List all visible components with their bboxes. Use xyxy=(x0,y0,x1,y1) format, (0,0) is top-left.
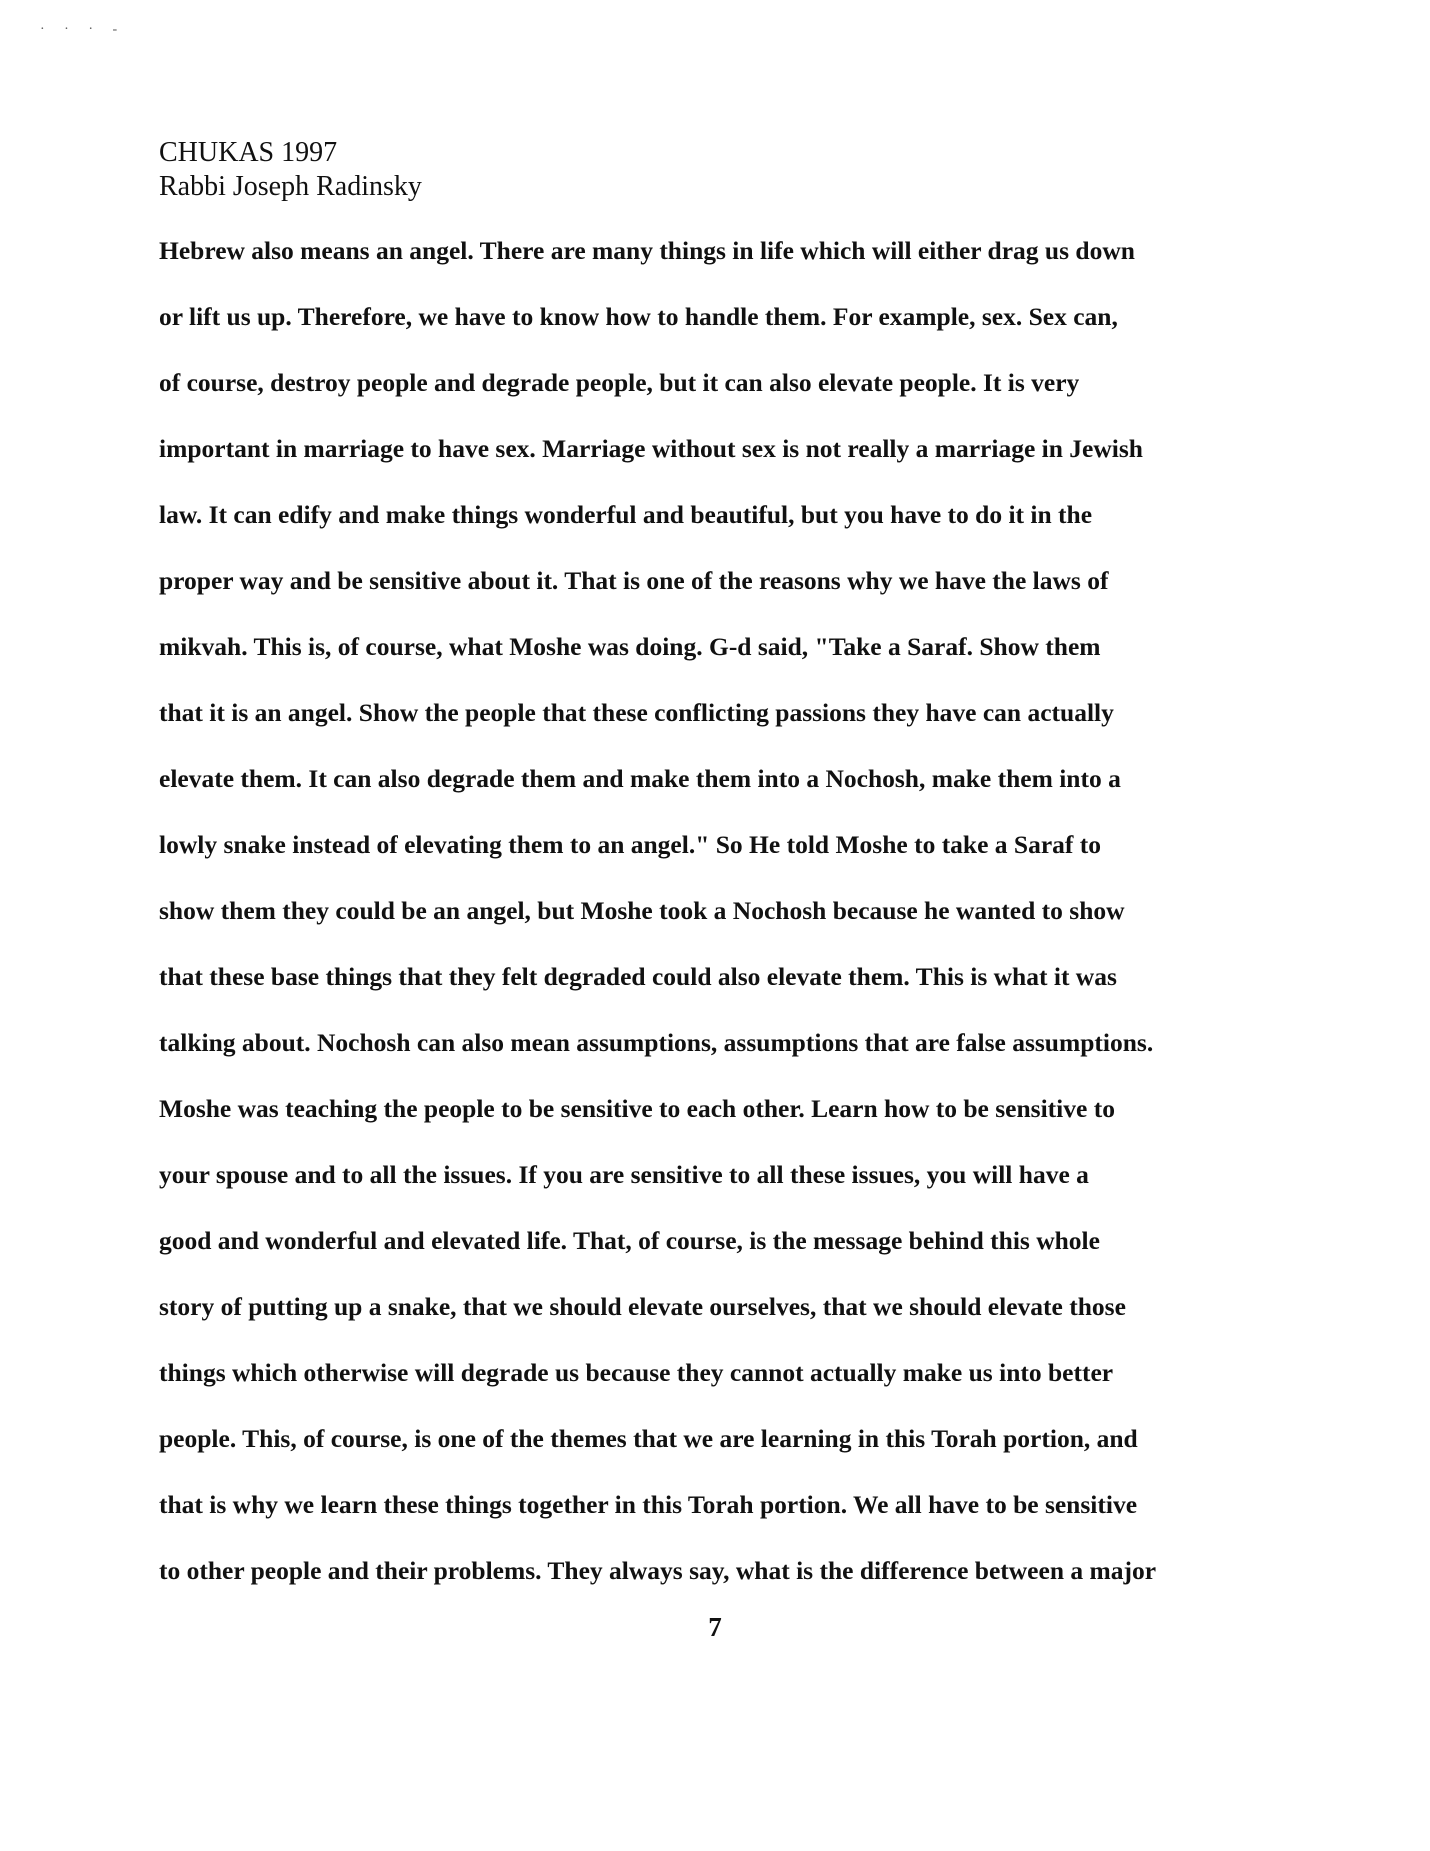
text-line: lowly snake instead of elevating them to an angel." So He told Moshe to take a Saraf to xyxy=(159,830,1102,859)
text-line: important in marriage to have sex. Marriage without sex is not really a marriage in Jewish xyxy=(159,434,1143,463)
text-line: to other people and their problems. They always say, what is the difference between a major xyxy=(159,1556,1157,1585)
text-line: law. It can edify and make things wonderful and beautiful, but you have to do it in the xyxy=(159,500,1093,529)
text-line: story of putting up a snake, that we should elevate ourselves, that we should elevate those xyxy=(159,1292,1126,1321)
text-line: proper way and be sensitive about it. That is one of the reasons why we have the laws of xyxy=(159,566,1109,595)
text-line: good and wonderful and elevated life. That, of course, is the message behind this whole xyxy=(159,1226,1100,1255)
text-line: show them they could be an angel, but Moshe took a Nochosh because he wanted to show xyxy=(159,896,1125,925)
scan-artifact-marks: · · · - xyxy=(40,22,126,37)
text-line: Hebrew also means an angel. There are many things in life which will either drag us down xyxy=(159,236,1135,265)
text-line: elevate them. It can also degrade them and make them into a Nochosh, make them into a xyxy=(159,764,1121,793)
body-text xyxy=(159,231,1269,1617)
text-line: Moshe was teaching the people to be sensitive to each other. Learn how to be sensitive to xyxy=(159,1094,1115,1123)
document-author: Rabbi Joseph Radinsky xyxy=(159,171,422,202)
text-line: things which otherwise will degrade us because they cannot actually make us into better xyxy=(159,1358,1114,1387)
text-line: people. This, of course, is one of the themes that we are learning in this Torah portion, and xyxy=(159,1424,1138,1453)
document-title: CHUKAS 1997 xyxy=(159,137,338,168)
text-line: or lift us up. Therefore, we have to know how to handle them. For example, sex. Sex can, xyxy=(159,302,1118,331)
text-line: that is why we learn these things together in this Torah portion. We all have to be sensitive xyxy=(159,1490,1138,1519)
text-line: that it is an angel. Show the people that these conflicting passions they have can actually xyxy=(159,698,1114,727)
document-header xyxy=(159,136,422,204)
text-line: that these base things that they felt degraded could also elevate them. This is what it was xyxy=(159,962,1117,991)
text-line: of course, destroy people and degrade people, but it can also elevate people. It is very xyxy=(159,368,1080,397)
page-number: 7 xyxy=(708,1612,722,1642)
text-line: talking about. Nochosh can also mean assumptions, assumptions that are false assumptions. xyxy=(159,1028,1154,1057)
text-line: mikvah. This is, of course, what Moshe was doing. G-d said, "Take a Saraf. Show them xyxy=(159,632,1101,661)
text-line: your spouse and to all the issues. If you are sensitive to all these issues, you will have a xyxy=(159,1160,1089,1189)
